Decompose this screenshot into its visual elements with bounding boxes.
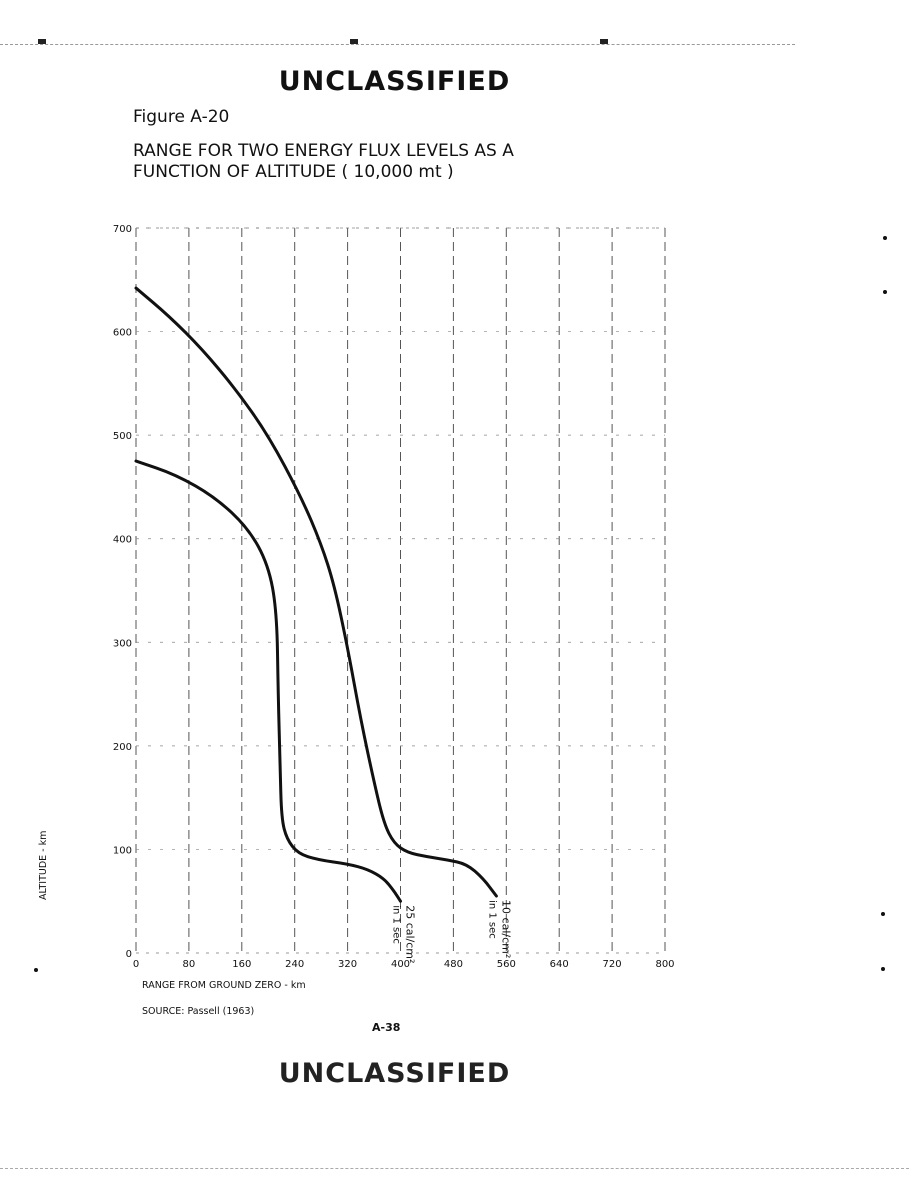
y-tick-label: 600 (112, 327, 132, 339)
footer-rule (0, 1168, 909, 1169)
scan-dot (883, 290, 887, 294)
y-tick-label: 400 (112, 534, 132, 546)
scan-dot (881, 967, 885, 971)
series-label-line-2: in 1 sec (486, 900, 498, 939)
classification-footer: UNCLASSIFIED (278, 1058, 511, 1089)
x-tick-label: 400 (390, 959, 411, 970)
y-tick-label: 0 (125, 949, 132, 960)
y-tick-label: 700 (112, 224, 132, 235)
y-tick-label: 500 (112, 431, 132, 443)
x-tick-label: 240 (285, 959, 305, 970)
figure-label: Figure A-20 (133, 107, 230, 127)
x-axis-label: RANGE FROM GROUND ZERO - km (142, 980, 306, 991)
x-tick-label: 720 (602, 959, 622, 970)
series-label-line-1: 10 cal/cm² (499, 900, 513, 959)
x-tick-label: 80 (182, 959, 196, 970)
y-axis-label: ALTITUDE - km (38, 830, 49, 900)
x-tick-label: 160 (232, 959, 252, 970)
x-tick-label: 0 (132, 959, 140, 970)
page-number: A-38 (372, 1021, 401, 1034)
figure-title-line-2: FUNCTION OF ALTITUDE ( 10,000 mt ) (133, 162, 454, 182)
x-tick-label: 320 (338, 959, 358, 970)
series-label (486, 900, 512, 958)
scan-dot (881, 912, 885, 916)
scan-dot (34, 968, 38, 972)
source-note: SOURCE: Passell (1963) (142, 1006, 255, 1017)
x-tick-label: 800 (655, 959, 675, 970)
y-tick-label: 300 (112, 638, 132, 650)
x-tick-label: 480 (443, 959, 463, 970)
scan-dot (883, 236, 887, 240)
series-label-line-2: in 1 sec (390, 905, 402, 944)
series-label (391, 905, 417, 963)
series-line (136, 461, 401, 901)
series-label-line-1: 25 cal/cm² (403, 905, 417, 964)
classification-header: UNCLASSIFIED (278, 66, 511, 97)
figure-title-line-1: RANGE FOR TWO ENERGY FLUX LEVELS AS A (133, 141, 514, 161)
x-tick-label: 560 (496, 959, 516, 970)
x-tick-label: 640 (549, 959, 569, 970)
series-line (136, 288, 496, 896)
y-tick-label: 100 (112, 845, 132, 857)
y-tick-label: 200 (112, 741, 132, 753)
